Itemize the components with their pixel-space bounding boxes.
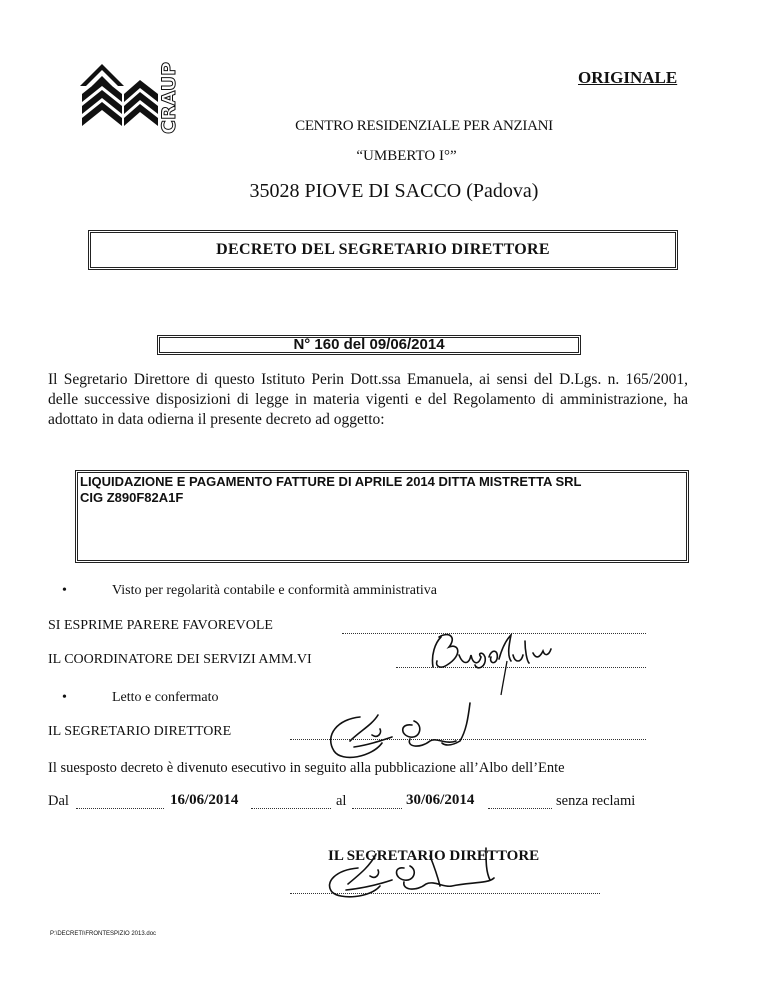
al-label: al [336,793,347,809]
date-to: 30/06/2014 [406,792,475,808]
logo-text: CRAUP [158,61,178,134]
institution-city: 35028 PIOVE DI SACCO (Padova) [249,180,539,202]
decree-title: DECRETO DEL SEGRETARIO DIRETTORE [216,241,550,258]
senza-reclami: senza reclami [556,793,636,809]
decree-number: N° 160 del 09/06/2014 [293,336,445,353]
dal-label: Dal [48,793,69,809]
decree-title-box [88,230,678,270]
subject-box [75,470,689,563]
footer-file-path: P:\DECRETI\FRONTESPIZIO 2013.doc [50,931,157,937]
subject-line-1: LIQUIDAZIONE E PAGAMENTO FATTURE DI APRILE 2014 DITTA MISTRETTA SRL [80,474,582,489]
institution-title: “UMBERTO I°” [356,148,457,164]
bullet-visto: Visto per regolarità contabile e conformità amministrativa [112,583,437,598]
between-dotted-line [251,807,331,809]
parere-label: SI ESPRIME PARERE FAVOREVOLE [48,618,273,633]
final-signature [318,842,518,902]
al-dotted-line [352,807,402,809]
segretario-label: IL SEGRETARIO DIRETTORE [48,724,232,739]
institution-name: CENTRO RESIDENZIALE PER ANZIANI [295,118,553,134]
subject-line-2: CIG Z890F82A1F [80,490,184,505]
coordinatore-signature [425,625,585,685]
bullet-dot-1: • [62,583,67,598]
publication-statement: Il suesposto decreto è divenuto esecutivo in seguito alla pubblicazione all’Albo dell’Ente [48,760,565,776]
to-dotted-line [488,807,552,809]
bullet-dot-2: • [62,690,67,705]
decree-intro: Il Segretario Direttore di questo Istituto Perin Dott.ssa Emanuela, ai sensi del D.Lgs. n. 165/2001, delle successive disposizioni di legge in materia vigenti e del Regolamento di amministrazione, ha adottato in data odierna il presente decreto ad oggetto: [48,371,688,428]
decree-number-box [157,335,581,355]
originale-label: ORIGINALE [578,68,678,87]
date-from: 16/06/2014 [170,792,239,808]
dal-dotted-line [76,807,164,809]
final-signatory-label: IL SEGRETARIO DIRETTORE [328,848,540,864]
bullet-letto: Letto e confermato [112,690,219,705]
segretario-signature [320,695,500,765]
coordinatore-label: IL COORDINATORE DEI SERVIZI AMM.VI [48,652,312,667]
